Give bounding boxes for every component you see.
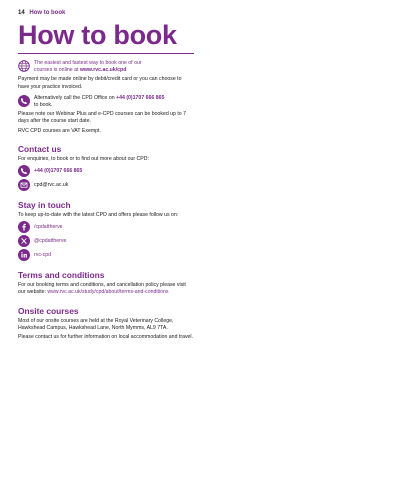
facebook-row <box>18 221 194 233</box>
onsite-text1: Most of our onsite courses are held at the Royal Veterinary College, Hawkshead Campus, Hawkshead Lane, North Mymms, AL9 7TA. <box>18 317 174 331</box>
page-number: 14 <box>18 10 25 16</box>
terms-text <box>18 282 194 296</box>
online-line1: The easiest and fastest way to book one of our <box>34 60 142 66</box>
running-header <box>18 10 194 16</box>
webinar-note: Please note our Webinar Plus and e-CPD courses can be booked up to 7 days after the course start date. <box>18 111 187 125</box>
page <box>18 10 194 343</box>
phone-booking <box>18 95 194 109</box>
email-icon <box>18 179 30 191</box>
contact-email-row <box>18 179 194 191</box>
page-title: How to book <box>18 20 177 50</box>
phone-icon <box>18 165 30 177</box>
facebook-icon <box>18 221 30 233</box>
phone-alt-number[interactable]: +44 (0)1707 666 865 <box>116 94 165 101</box>
phone-icon <box>18 95 30 107</box>
terms-url-link[interactable]: www.rvc.ac.uk/study/cpd/about/terms-and-conditions <box>47 289 169 296</box>
payment-text: Payment may be made online by debit/credit card or you can choose to have your practice invoiced. <box>18 76 182 90</box>
onsite-heading: Onsite courses <box>18 305 79 316</box>
online-booking <box>18 60 194 74</box>
linkedin-handle[interactable]: rvc-cpd <box>34 252 52 259</box>
phone-alt-pre: Alternatively call the CPD Office on <box>34 94 117 101</box>
facebook-handle[interactable]: /cpdattherve <box>34 224 63 231</box>
linkedin-icon <box>18 249 30 261</box>
contact-email[interactable]: cpd@rvc.ac.uk <box>34 182 69 189</box>
title-divider <box>18 53 194 54</box>
globe-icon <box>18 60 30 72</box>
terms-body: For our booking terms and conditions, and cancellation policy please visit our website: <box>18 282 186 296</box>
contact-heading: Contact us <box>18 143 62 154</box>
phone-alt-post: to book. <box>34 102 53 109</box>
online-line2: courses is online at <box>34 67 80 74</box>
contact-phone-row <box>18 165 194 177</box>
vat-note: RVC CPD courses are VAT Exempt. <box>18 127 101 134</box>
x-handle[interactable]: @cpdattherve <box>34 238 67 245</box>
linkedin-row <box>18 249 194 261</box>
contact-intro: For enquiries, to book or to find out more about our CPD: <box>18 155 149 162</box>
booking-url-link[interactable]: www.rvc.ac.uk/cpd <box>79 67 127 74</box>
terms-heading: Terms and conditions <box>18 270 105 281</box>
stay-heading: Stay in touch <box>18 200 71 211</box>
onsite-text2: Please contact us for further information on local accommodation and travel. <box>18 334 194 341</box>
stay-intro: To keep up-to-date with the latest CPD and offers please follow us on: <box>18 212 179 219</box>
contact-phone[interactable]: +44 (0)1707 666 865 <box>34 168 83 175</box>
x-row <box>18 235 194 247</box>
section-name: How to book <box>29 10 66 16</box>
x-icon <box>18 235 30 247</box>
